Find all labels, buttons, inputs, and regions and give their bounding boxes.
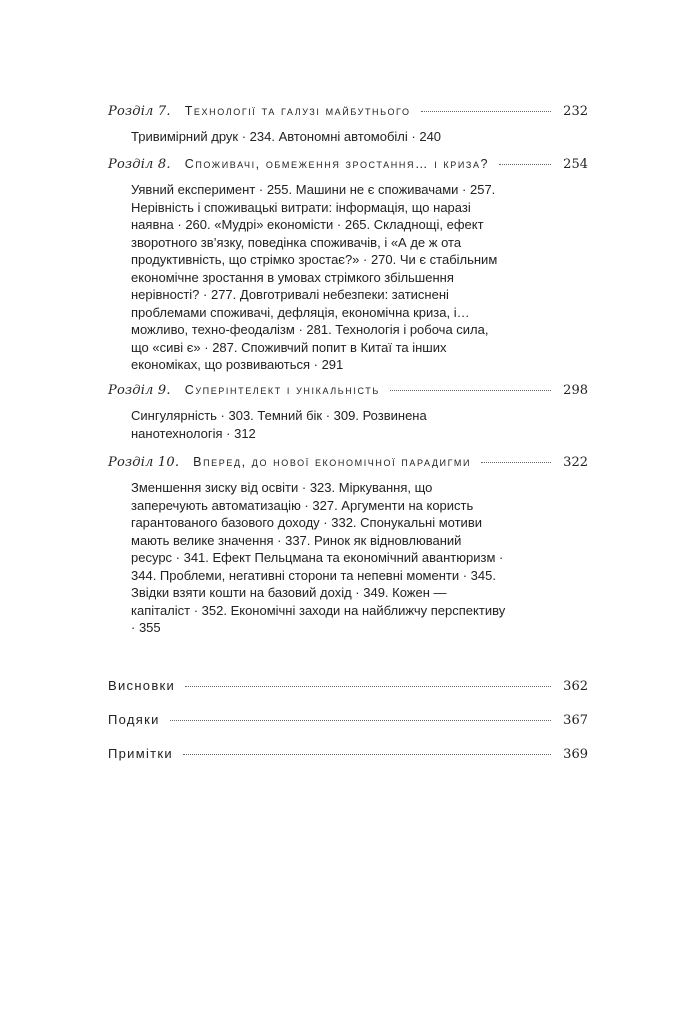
chapter-title: Споживачі, обмеження зростання… і криза? xyxy=(184,157,490,171)
backmatter-label: Примітки xyxy=(108,746,173,761)
chapter-label: Розділ 7. xyxy=(108,104,171,119)
chapter-page-number: 254 xyxy=(563,157,588,172)
toc-chapter-heading xyxy=(108,383,588,403)
toc-chapter-heading xyxy=(108,104,588,124)
toc-backmatter xyxy=(108,678,588,780)
toc-backmatter-notes xyxy=(108,746,588,780)
chapter-subsections: Тривимірний друк · 234. Автономні автомобілі · 240 xyxy=(131,129,442,144)
backmatter-label: Подяки xyxy=(108,712,160,727)
dot-leader xyxy=(481,462,551,463)
backmatter-page-number: 367 xyxy=(563,713,588,728)
dot-leader xyxy=(183,754,551,755)
backmatter-page-number: 362 xyxy=(563,679,588,694)
toc-chapter-heading xyxy=(108,157,588,177)
chapter-title: Вперед, до нової економічної парадигми xyxy=(193,455,472,469)
toc-chapter-heading xyxy=(108,455,588,475)
chapter-title: Технології та галузі майбутнього xyxy=(184,104,411,118)
chapter-page-number: 298 xyxy=(563,383,588,398)
dot-leader xyxy=(499,164,551,165)
toc-chapter-10 xyxy=(108,455,588,637)
toc-chapter-7 xyxy=(108,104,588,146)
backmatter-label: Висновки xyxy=(108,678,176,693)
toc-backmatter-acknowledgements xyxy=(108,712,588,746)
chapter-subsections: Уявний експеримент · 255. Машини не є споживачами · 257. Нерівність і споживацькі витрати: інформація, що наразі наявна · 260. «Мудрі» економісти · 265. Складнощі, ефект зворотного зв’язку, поведінка споживачів, і «А де ж ота продуктивність, що стрімко зростає?» · 270. Чи є стабільним економічне зростання в умовах стрімкого збільшення нерівності? · 277. Довготривалі небезпеки: затиснені проблемами споживачі, дефляція, економічна криза, і… можливо, техно-феодалізм · 281. Технологія і робоча сила, що «сиві є» · 287. Споживчий попит в Китаї та інших економіках, що розвиваються · 291 xyxy=(131,182,498,372)
dot-leader xyxy=(170,720,552,721)
toc-backmatter-conclusions xyxy=(108,678,588,712)
chapter-subsections: Сингулярність · 303. Темний бік · 309. Розвинена нанотехнологія · 312 xyxy=(131,408,427,441)
chapter-title: Суперінтелект і унікальність xyxy=(184,383,380,397)
chapter-page-number: 322 xyxy=(563,455,588,470)
chapter-label: Розділ 8. xyxy=(108,157,171,172)
dot-leader xyxy=(185,686,551,687)
chapter-page-number: 232 xyxy=(563,104,588,119)
backmatter-page-number: 369 xyxy=(563,747,588,762)
toc-chapter-9 xyxy=(108,383,588,442)
dot-leader xyxy=(421,111,552,112)
chapter-label: Розділ 9. xyxy=(108,383,171,398)
chapter-label: Розділ 10. xyxy=(108,455,180,470)
chapter-subsections: Зменшення зиску від освіти · 323. Міркування, що заперечують автоматизацію · 327. Аргументи на користь гарантованого базового доходу · 332. Спонукальні мотиви мають велике значення · 337. Ринок як відновлюваний ресурс · 341. Ефект Пельцмана та економічний авантюризм · 344. Проблеми, негативні сторони та непевні моменти · 345. Звідки взяти кошти на базовий дохід · 349. Кожен — капіталіст · 352. Економічні заходи на найближчу перспективу · 355 xyxy=(131,480,506,635)
toc-chapter-8 xyxy=(108,157,588,374)
dot-leader xyxy=(390,390,551,391)
